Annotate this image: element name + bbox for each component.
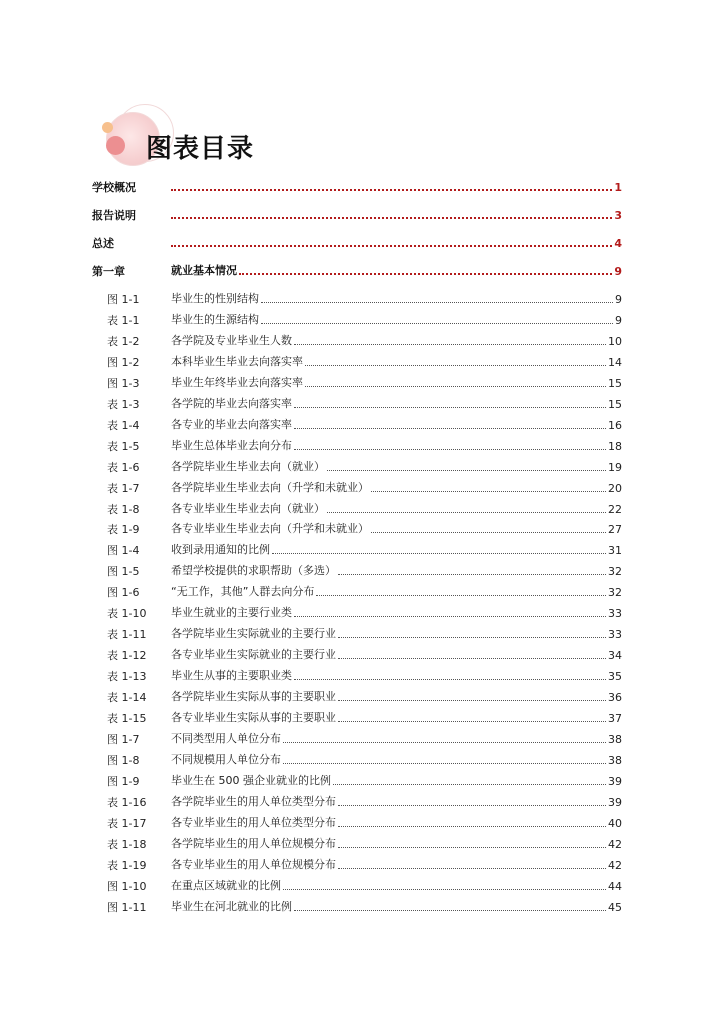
leader-dots: [338, 826, 606, 827]
toc-item-title: 希望学校提供的求职帮助（多选）: [171, 564, 336, 578]
toc-item-code: 图 1-6: [107, 586, 140, 600]
leader-dots: [283, 763, 606, 764]
leader-dots: [338, 658, 606, 659]
toc-item-page: 36: [608, 691, 622, 705]
toc-item-code: 图 1-7: [107, 732, 140, 746]
leader-dots: [338, 574, 606, 575]
toc-item-row[interactable]: [0, 688, 724, 708]
toc-section-row[interactable]: [0, 206, 724, 226]
toc-item-page: 15: [608, 376, 622, 390]
toc-item-leader: [171, 332, 622, 348]
toc-item-page: 45: [608, 900, 622, 914]
toc-section-title: 就业基本情况: [171, 264, 237, 277]
leader-dots: [294, 910, 606, 911]
toc-item-leader: [171, 290, 622, 306]
toc-item-code: 图 1-11: [107, 900, 147, 914]
toc-item-title: 各学院毕业生的用人单位规模分布: [171, 836, 336, 850]
toc-item-title: 毕业生在 500 强企业就业的比例: [171, 773, 331, 787]
toc-item-page: 35: [608, 670, 622, 684]
toc-item-title: 不同类型用人单位分布: [171, 731, 281, 745]
leader-dots: [261, 302, 613, 303]
toc-item-code: 表 1-5: [107, 439, 140, 453]
toc-item-title: 毕业生年终毕业去向落实率: [171, 375, 303, 389]
toc-item-row[interactable]: [0, 877, 724, 897]
toc-item-row[interactable]: [0, 667, 724, 687]
toc-item-code: 图 1-10: [107, 879, 147, 893]
toc-item-title: 毕业生在河北就业的比例: [171, 899, 292, 913]
toc-item-row[interactable]: [0, 583, 724, 603]
toc-item-row[interactable]: [0, 898, 724, 918]
toc-item-leader: [171, 898, 622, 914]
toc-item-page: 42: [608, 837, 622, 851]
leader-dots: [338, 700, 606, 701]
toc-item-title: 不同规模用人单位分布: [171, 752, 281, 766]
toc-item-page: 31: [608, 544, 622, 558]
toc-item-title: 各专业的毕业去向落实率: [171, 417, 292, 431]
toc-item-title: 各专业毕业生的用人单位规模分布: [171, 857, 336, 871]
toc-item-title: 各学院毕业生毕业去向（就业）: [171, 459, 325, 473]
toc-item-code: 表 1-13: [107, 670, 147, 684]
toc-item-page: 32: [608, 565, 622, 579]
toc-item-page: 42: [608, 858, 622, 872]
toc-section-page: 9: [614, 265, 622, 278]
leader-dots: [338, 637, 606, 638]
toc-item-leader: [171, 751, 622, 767]
toc-item-code: 表 1-14: [107, 691, 147, 705]
toc-item-row[interactable]: [0, 311, 724, 331]
toc-item-title: 收到录用通知的比例: [171, 543, 270, 557]
toc-item-page: 27: [608, 523, 622, 537]
toc-item-code: 图 1-4: [107, 544, 140, 558]
toc-section-row[interactable]: [0, 178, 724, 198]
toc-item-code: 表 1-19: [107, 858, 147, 872]
toc-item-page: 9: [615, 293, 622, 306]
toc-item-row[interactable]: [0, 751, 724, 771]
toc-item-code: 图 1-5: [107, 565, 140, 579]
leader-dots: [239, 273, 612, 275]
toc-item-page: 18: [608, 439, 622, 453]
toc-item-page: 32: [608, 586, 622, 600]
toc-item-leader: [171, 458, 622, 474]
leader-dots: [371, 491, 606, 492]
toc-section-page: 1: [614, 181, 622, 194]
toc-item-page: 15: [608, 397, 622, 411]
toc-item-code: 表 1-3: [107, 397, 140, 411]
toc-item-leader: [171, 395, 622, 411]
toc-item-page: 38: [608, 753, 622, 767]
toc-item-leader: [171, 667, 622, 683]
toc-item-code: 表 1-10: [107, 607, 147, 621]
toc-item-leader: [171, 877, 622, 893]
toc-item-row[interactable]: [0, 374, 724, 394]
toc-item-row[interactable]: [0, 479, 724, 499]
toc-item-code: 图 1-8: [107, 753, 140, 767]
toc-item-title: “无工作，其他”人群去向分布: [171, 585, 315, 599]
toc-item-row[interactable]: [0, 416, 724, 436]
toc-item-row[interactable]: [0, 730, 724, 750]
toc-item-page: 14: [608, 355, 622, 369]
toc-item-row[interactable]: [0, 604, 724, 624]
toc-item-leader: [171, 583, 622, 599]
leader-dots: [283, 889, 606, 890]
toc-item-title: 毕业生总体毕业去向分布: [171, 438, 292, 452]
toc-item-code: 图 1-9: [107, 774, 140, 788]
toc-section-label: 第一章: [92, 265, 125, 278]
toc-section-leader: [171, 262, 622, 278]
toc-item-row[interactable]: [0, 814, 724, 834]
toc-item-page: 39: [608, 795, 622, 809]
toc-item-leader: [171, 437, 622, 453]
toc-item-title: 毕业生的生源结构: [171, 312, 259, 326]
toc-item-title: 各专业毕业生的用人单位类型分布: [171, 815, 336, 829]
toc-item-page: 37: [608, 712, 622, 725]
toc-item-page: 39: [608, 774, 622, 788]
toc-item-code: 表 1-8: [107, 502, 140, 516]
toc-item-code: 表 1-9: [107, 523, 140, 537]
toc-item-code: 图 1-3: [107, 376, 140, 390]
toc-item-row[interactable]: [0, 395, 724, 415]
toc-item-code: 表 1-7: [107, 481, 140, 495]
toc-item-title: 各学院毕业生实际从事的主要职业: [171, 690, 336, 704]
toc-item-row[interactable]: [0, 646, 724, 666]
toc-item-page: 22: [608, 502, 622, 516]
toc-item-title: 各学院毕业生毕业去向（升学和未就业）: [171, 480, 369, 494]
toc-item-title: 各学院的毕业去向落实率: [171, 396, 292, 410]
toc-item-leader: [171, 311, 622, 327]
toc-item-row[interactable]: [0, 500, 724, 520]
toc-section-leader: [171, 206, 622, 222]
leader-dots: [294, 428, 606, 429]
leader-dots: [338, 868, 606, 869]
leader-dots: [294, 407, 606, 408]
toc-item-row[interactable]: [0, 458, 724, 478]
leader-dots: [294, 679, 606, 680]
toc-item-row[interactable]: [0, 437, 724, 457]
leader-dots: [294, 449, 606, 450]
toc-item-page: 33: [608, 607, 622, 621]
toc-item-leader: [171, 479, 622, 495]
toc-item-code: 表 1-6: [107, 460, 140, 474]
toc-item-code: 表 1-11: [107, 628, 147, 642]
toc-section-label: 报告说明: [92, 209, 136, 222]
toc-item-leader: [171, 793, 622, 809]
decorative-dot-red: [106, 136, 125, 155]
toc-item-leader: [171, 541, 622, 557]
leader-dots: [327, 512, 606, 513]
toc-item-title: 在重点区域就业的比例: [171, 878, 281, 892]
toc-item-leader: [171, 500, 622, 516]
toc-item-page: 16: [608, 418, 622, 432]
toc-item-title: 各专业毕业生实际就业的主要行业: [171, 648, 336, 662]
decorative-dot-orange: [102, 122, 113, 133]
toc-item-code: 表 1-16: [107, 795, 147, 809]
toc-item-row[interactable]: [0, 520, 724, 540]
toc-section-label: 总述: [92, 237, 114, 250]
leader-dots: [338, 847, 606, 848]
toc-item-code: 表 1-2: [107, 334, 140, 348]
page-title: 图表目录: [146, 134, 255, 164]
toc-item-page: 20: [608, 481, 622, 495]
leader-dots: [338, 721, 606, 722]
toc-item-leader: [171, 625, 622, 641]
leader-dots: [272, 553, 606, 554]
toc-item-title: 各学院毕业生的用人单位类型分布: [171, 794, 336, 808]
toc-item-leader: [171, 604, 622, 620]
toc-item-leader: [171, 814, 622, 830]
toc-item-leader: [171, 772, 622, 788]
toc-item-row[interactable]: [0, 541, 724, 561]
toc-item-row[interactable]: [0, 353, 724, 373]
toc-item-row[interactable]: [0, 709, 724, 729]
leader-dots: [371, 532, 606, 533]
toc-item-page: 19: [608, 460, 622, 474]
toc-item-row[interactable]: [0, 856, 724, 876]
leader-dots: [327, 470, 606, 471]
toc-section-row[interactable]: [0, 262, 724, 282]
toc-item-title: 毕业生就业的主要行业类: [171, 606, 292, 620]
leader-dots: [261, 323, 613, 324]
toc-item-row[interactable]: [0, 290, 724, 310]
toc-item-page: 40: [608, 816, 622, 830]
toc-item-code: 表 1-17: [107, 816, 147, 830]
toc-item-row[interactable]: [0, 793, 724, 813]
toc-item-leader: [171, 416, 622, 432]
leader-dots: [305, 365, 606, 366]
toc-item-code: 表 1-15: [107, 712, 147, 725]
toc-item-leader: [171, 646, 622, 662]
toc-item-title: 各学院及专业毕业生人数: [171, 333, 292, 347]
toc-item-title: 各专业毕业生毕业去向（升学和未就业）: [171, 522, 369, 536]
leader-dots: [294, 344, 606, 345]
toc-item-row[interactable]: [0, 772, 724, 792]
toc-item-code: 表 1-18: [107, 837, 147, 851]
toc-item-page: 38: [608, 732, 622, 746]
toc-item-code: 图 1-1: [107, 293, 140, 306]
toc-item-leader: [171, 856, 622, 872]
toc-item-leader: [171, 562, 622, 578]
toc-section-leader: [171, 234, 622, 250]
toc-item-title: 各专业毕业生毕业去向（就业）: [171, 501, 325, 515]
toc-item-page: 10: [608, 334, 622, 348]
toc-section-page: 3: [614, 209, 622, 222]
leader-dots: [283, 742, 606, 743]
toc-item-title: 各专业毕业生实际从事的主要职业: [171, 711, 336, 724]
toc-section-leader: [171, 178, 622, 194]
toc-item-page: 33: [608, 628, 622, 642]
toc-item-code: 图 1-2: [107, 355, 140, 369]
toc-item-title: 本科毕业生毕业去向落实率: [171, 354, 303, 368]
toc-item-row[interactable]: [0, 562, 724, 582]
toc-item-code: 表 1-4: [107, 418, 140, 432]
toc-item-row[interactable]: [0, 332, 724, 352]
leader-dots: [316, 595, 606, 596]
leader-dots: [294, 616, 606, 617]
toc-item-row[interactable]: [0, 625, 724, 645]
toc-item-leader: [171, 353, 622, 369]
toc-item-title: 各学院毕业生实际就业的主要行业: [171, 627, 336, 641]
toc-item-code: 表 1-12: [107, 649, 147, 663]
toc-item-code: 表 1-1: [107, 313, 140, 327]
toc-section-page: 4: [614, 237, 622, 250]
leader-dots: [171, 189, 612, 191]
toc-item-row[interactable]: [0, 835, 724, 855]
toc-item-leader: [171, 520, 622, 536]
toc-item-page: 44: [608, 879, 622, 893]
leader-dots: [305, 386, 606, 387]
toc-item-leader: [171, 688, 622, 704]
toc-item-leader: [171, 374, 622, 390]
toc-item-page: 9: [615, 313, 622, 327]
toc-item-leader: [171, 730, 622, 746]
leader-dots: [338, 805, 606, 806]
toc-item-page: 34: [608, 649, 622, 663]
leader-dots: [333, 784, 606, 785]
toc-item-leader: [171, 835, 622, 851]
leader-dots: [171, 245, 612, 247]
toc-item-leader: [171, 709, 622, 725]
toc-item-title: 毕业生的性别结构: [171, 292, 259, 305]
toc-section-label: 学校概况: [92, 181, 136, 194]
toc-section-row[interactable]: [0, 234, 724, 254]
leader-dots: [171, 217, 612, 219]
toc-item-title: 毕业生从事的主要职业类: [171, 669, 292, 683]
